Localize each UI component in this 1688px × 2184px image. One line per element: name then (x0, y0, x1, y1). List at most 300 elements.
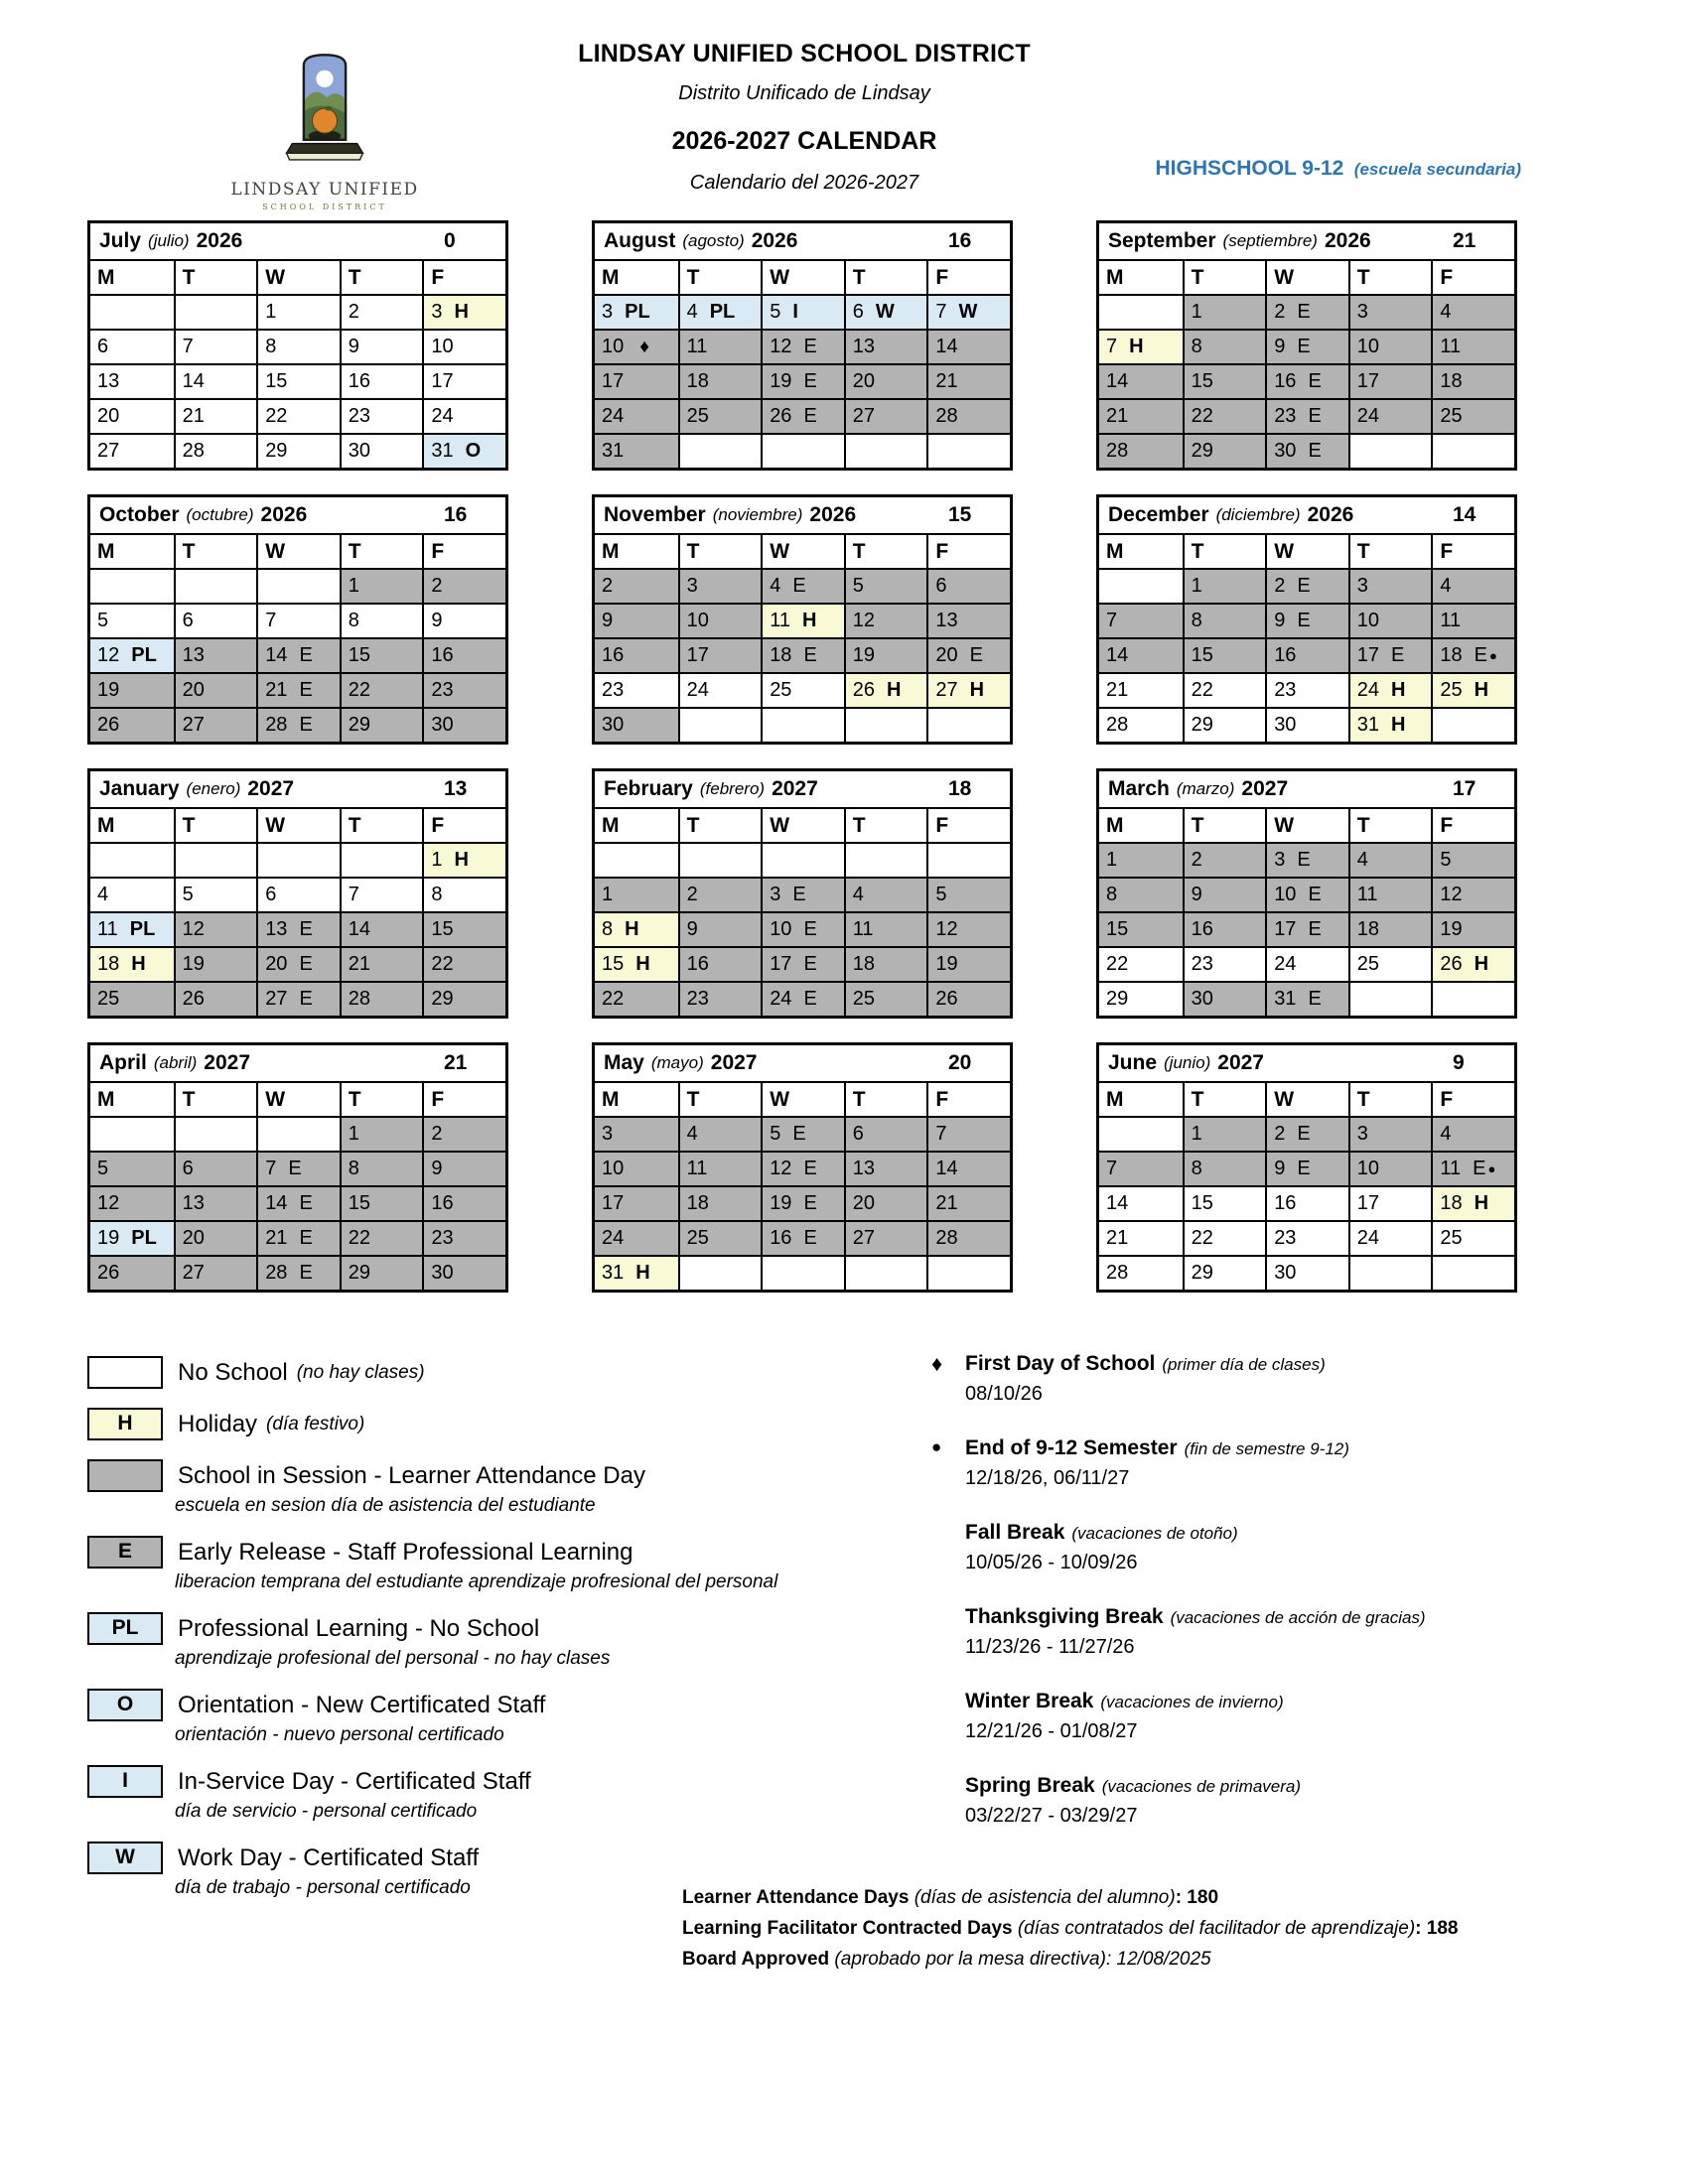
weekday-header: T (174, 535, 257, 568)
day-code-h: H (969, 679, 985, 701)
weekday-header: M (1106, 813, 1124, 837)
day-cell (422, 637, 505, 672)
day-number: 28 (1106, 1262, 1129, 1284)
day-number: 28 (265, 714, 288, 736)
key-date-dates: 12/18/26, 06/11/27 (965, 1467, 1130, 1489)
month-year: 2027 (247, 777, 295, 800)
day-cell (1183, 877, 1266, 911)
day-number: 27 (852, 1227, 876, 1249)
day-code-e: E (792, 884, 806, 905)
day-cell (422, 707, 505, 742)
day-cell (1183, 398, 1266, 433)
weekday-header: T (174, 809, 257, 842)
day-cell (844, 911, 927, 946)
day-cell (1183, 842, 1266, 877)
day-number: 26 (935, 988, 958, 1010)
weekday-header: F (1431, 261, 1514, 294)
day-cell (678, 1220, 762, 1255)
weekday-header: F (1431, 535, 1514, 568)
day-cell (340, 433, 423, 468)
legend-sub-es: día de servicio - personal certificado (175, 1801, 478, 1822)
weekday-header: M (602, 539, 620, 563)
day-cell (422, 329, 505, 363)
legend-swatch: H (87, 1408, 163, 1440)
day-number: 14 (1106, 1192, 1129, 1214)
day-code-e: E (1308, 440, 1322, 462)
day-number: 31 (1356, 714, 1380, 736)
day-number: 16 (1191, 918, 1213, 940)
day-number: 25 (686, 405, 709, 427)
weekday-header: T (340, 261, 423, 294)
day-cell (90, 842, 174, 877)
day-number: 28 (265, 1262, 288, 1284)
day-code-e: E (803, 953, 817, 975)
day-code-h: H (635, 953, 650, 975)
legend (87, 1356, 862, 1918)
day-code-o: O (465, 440, 482, 462)
legend-label: No School (178, 1358, 288, 1386)
legend-label: In-Service Day - Certificated Staff (178, 1767, 531, 1795)
day-number: 4 (686, 1123, 698, 1145)
weekday-header: F (422, 809, 505, 842)
day-cell (761, 946, 844, 981)
day-cell (1265, 568, 1348, 603)
day-cell (340, 329, 423, 363)
page-header (417, 40, 1192, 195)
weekday-header: W (256, 261, 340, 294)
day-number: 2 (1274, 575, 1286, 597)
day-number: 18 (686, 370, 709, 392)
key-date-title-row (965, 1352, 1521, 1376)
day-cell (678, 398, 762, 433)
legend-sub-es: escuela en sesion día de asistencia del estudiante (175, 1495, 596, 1516)
day-number: 23 (1191, 953, 1213, 975)
key-date-title: End of 9-12 Semester (965, 1436, 1178, 1459)
legend-item-row (87, 1356, 862, 1389)
day-cell (1183, 603, 1266, 637)
day-number: 15 (431, 918, 454, 940)
key-date-title-es: (vacaciones de primavera) (1101, 1777, 1302, 1796)
day-number: 31 (431, 440, 454, 462)
day-number: 26 (182, 988, 205, 1010)
legend-sub-es: orientación - nuevo personal certificado (175, 1724, 504, 1745)
day-cell (1265, 911, 1348, 946)
day-cell (678, 981, 762, 1016)
day-number: 1 (1191, 575, 1202, 597)
day-cell (422, 433, 505, 468)
day-number: 10 (1356, 610, 1380, 631)
weekday-header: T (1183, 261, 1266, 294)
day-cell (844, 329, 927, 363)
legend-item-row (87, 1536, 862, 1569)
month-january (87, 768, 508, 1019)
month-september (1096, 220, 1517, 471)
day-cell (1265, 1255, 1348, 1290)
day-cell (174, 637, 257, 672)
day-number: 17 (1356, 644, 1380, 666)
weekday-header: M (602, 813, 620, 837)
weekday-header: W (256, 1083, 340, 1116)
day-cell (595, 707, 678, 742)
day-code-e: E (1297, 610, 1311, 631)
day-number: 22 (431, 953, 454, 975)
day-number: 10 (431, 336, 454, 357)
day-number: 22 (348, 1227, 371, 1249)
day-cell (761, 603, 844, 637)
weekday-header: M (97, 265, 115, 289)
month-day-count: 21 (1453, 229, 1477, 252)
day-number: 14 (935, 1158, 958, 1179)
day-number: 3 (602, 301, 614, 323)
day-cell (844, 398, 927, 433)
day-cell (678, 637, 762, 672)
day-cell (1183, 637, 1266, 672)
day-cell (678, 842, 762, 877)
weekday-header: M (1106, 539, 1124, 563)
day-number: 26 (1440, 953, 1463, 975)
day-cell (1099, 398, 1183, 433)
day-number: 31 (1274, 988, 1297, 1010)
day-cell (1265, 603, 1348, 637)
day-cell (422, 568, 505, 603)
key-date-title: Thanksgiving Break (965, 1605, 1164, 1628)
footer-value: : 180 (1175, 1887, 1219, 1908)
day-number: 23 (1274, 679, 1297, 701)
day-number: 8 (348, 1158, 359, 1179)
day-cell (844, 1116, 927, 1151)
day-number: 28 (1106, 714, 1129, 736)
day-number: 17 (1274, 918, 1297, 940)
day-number: 30 (431, 1262, 454, 1284)
day-cell (1348, 1255, 1432, 1290)
day-number: 1 (1106, 849, 1118, 871)
day-number: 23 (1274, 405, 1297, 427)
day-cell (678, 329, 762, 363)
day-cell (1265, 294, 1348, 329)
month-name: December (1108, 503, 1209, 526)
day-cell (1431, 637, 1514, 672)
legend-item-row (87, 1842, 862, 1874)
day-code-e: E (803, 1158, 817, 1179)
day-cell (256, 842, 340, 877)
day-cell (340, 1116, 423, 1151)
day-cell (1099, 842, 1183, 877)
day-number: 24 (1356, 1227, 1380, 1249)
day-cell (422, 842, 505, 877)
day-cell (1183, 707, 1266, 742)
day-number: 1 (602, 884, 614, 905)
weekday-header: W (1265, 809, 1348, 842)
day-number: 1 (348, 1123, 359, 1145)
day-number: 17 (1356, 370, 1380, 392)
day-number: 12 (97, 644, 120, 666)
key-date-item (931, 1436, 1521, 1490)
day-number: 30 (1191, 988, 1213, 1010)
legend-label: School in Session - Learner Attendance Day (178, 1461, 645, 1489)
day-code-e: E (803, 336, 817, 357)
day-number: 9 (431, 1158, 443, 1179)
day-code-h: H (1129, 336, 1144, 357)
day-cell (340, 946, 423, 981)
month-title (1099, 223, 1514, 261)
day-cell (844, 568, 927, 603)
day-cell (1348, 707, 1432, 742)
day-cell (1099, 637, 1183, 672)
day-cell (761, 363, 844, 398)
weekday-header: W (761, 535, 844, 568)
day-cell (256, 911, 340, 946)
month-october (87, 494, 508, 745)
day-cell (422, 1151, 505, 1185)
day-number: 3 (1356, 575, 1368, 597)
day-number: 21 (935, 1192, 958, 1214)
day-number: 4 (1356, 849, 1368, 871)
day-cell (761, 637, 844, 672)
day-cell (422, 1185, 505, 1220)
day-code-e: E (1297, 575, 1311, 597)
day-cell (1099, 433, 1183, 468)
day-cell (90, 981, 174, 1016)
weekday-header: T (678, 809, 762, 842)
day-cell (761, 1185, 844, 1220)
month-march (1096, 768, 1517, 1019)
day-code-e: E (299, 714, 313, 736)
day-number: 26 (97, 1262, 120, 1284)
day-cell (174, 672, 257, 707)
day-cell (1265, 1220, 1348, 1255)
month-day-grid (90, 809, 505, 1016)
day-number: 8 (265, 336, 277, 357)
day-cell (1348, 637, 1432, 672)
day-number: 14 (265, 1192, 288, 1214)
day-cell (1265, 1151, 1348, 1185)
weekday-header: W (761, 809, 844, 842)
day-number: 13 (852, 336, 876, 357)
day-cell (174, 981, 257, 1016)
day-cell (1431, 433, 1514, 468)
key-dates (931, 1351, 1521, 1858)
month-name-es: (junio) (1164, 1053, 1211, 1072)
day-number: 1 (348, 575, 359, 597)
day-number: 13 (935, 610, 958, 631)
day-number: 30 (1274, 1262, 1297, 1284)
key-date-title-row (965, 1774, 1521, 1798)
day-number: 24 (602, 405, 625, 427)
legend-item-row (87, 1459, 862, 1492)
day-number: 2 (1191, 849, 1202, 871)
weekday-header: T (678, 1083, 762, 1116)
day-cell (1099, 1255, 1183, 1290)
month-day-count: 9 (1453, 1051, 1465, 1074)
day-cell (844, 637, 927, 672)
day-number: 11 (686, 1158, 708, 1179)
weekday-header: T (678, 261, 762, 294)
district-title: LINDSAY UNIFIED SCHOOL DISTRICT (578, 40, 1031, 68)
day-number: 27 (935, 679, 958, 701)
key-date-title-es: (primer día de clases) (1162, 1355, 1326, 1374)
month-year: 2027 (772, 777, 818, 800)
months-grid (87, 220, 1517, 1293)
key-date-item (965, 1605, 1521, 1659)
day-number: 31 (602, 1262, 625, 1284)
day-number: 9 (1274, 336, 1286, 357)
day-cell (595, 1116, 678, 1151)
day-number: 8 (348, 610, 359, 631)
day-cell (422, 877, 505, 911)
key-date-title: First Day of School (965, 1352, 1156, 1375)
day-cell (844, 433, 927, 468)
day-cell (90, 1151, 174, 1185)
day-number: 23 (602, 679, 625, 701)
district-logo (230, 52, 419, 211)
day-cell (256, 329, 340, 363)
day-cell (1431, 294, 1514, 329)
day-cell (926, 1220, 1010, 1255)
day-cell (1099, 1151, 1183, 1185)
month-name-es: (julio) (148, 231, 190, 250)
weekday-header: M (602, 1087, 620, 1111)
day-cell (340, 981, 423, 1016)
day-cell (595, 1185, 678, 1220)
month-day-count: 21 (444, 1051, 468, 1074)
day-number: 7 (182, 336, 194, 357)
day-code-e: E (1297, 301, 1311, 323)
day-number: 2 (431, 575, 443, 597)
day-cell (1099, 568, 1183, 603)
legend-item (87, 1765, 862, 1823)
day-number: 5 (770, 1123, 781, 1145)
day-number: 16 (1274, 370, 1297, 392)
day-cell (174, 1116, 257, 1151)
month-name: April (99, 1051, 147, 1074)
day-number: 26 (770, 405, 792, 427)
month-april (87, 1042, 508, 1293)
day-number: 21 (348, 953, 371, 975)
day-cell (1265, 877, 1348, 911)
day-number: 27 (182, 1262, 205, 1284)
key-date-title-row (965, 1605, 1521, 1629)
day-number: 9 (1274, 1158, 1286, 1179)
weekday-header: T (1348, 1083, 1432, 1116)
day-number: 4 (1440, 301, 1452, 323)
day-cell (595, 842, 678, 877)
day-code-e: E (299, 1227, 313, 1249)
day-number: 20 (182, 1227, 205, 1249)
day-number: 11 (686, 336, 708, 357)
day-code-e: E (1297, 849, 1311, 871)
legend-label: Holiday (178, 1410, 258, 1437)
day-number: 14 (935, 336, 958, 357)
month-title (90, 1045, 505, 1083)
day-cell (761, 707, 844, 742)
day-cell (761, 672, 844, 707)
day-number: 15 (348, 1192, 371, 1214)
program-name: HIGHSCHOOL 9-12 (1155, 157, 1344, 180)
day-code-e: E (803, 918, 817, 940)
day-code-h: H (887, 679, 902, 701)
month-year: 2026 (1307, 503, 1354, 526)
key-date-item (965, 1774, 1521, 1828)
day-cell (678, 294, 762, 329)
day-cell (256, 398, 340, 433)
month-title (595, 771, 1010, 809)
month-title (595, 223, 1010, 261)
key-date-dates: 12/21/26 - 01/08/27 (965, 1720, 1138, 1742)
day-number: 14 (1106, 644, 1129, 666)
day-number: 5 (1440, 849, 1452, 871)
day-cell (1431, 1185, 1514, 1220)
day-cell (678, 603, 762, 637)
semester-end-dot-icon: ● (1487, 1161, 1496, 1176)
day-number: 24 (686, 679, 709, 701)
legend-sub-es: día de trabajo - personal certificado (175, 1877, 471, 1898)
day-cell (1431, 981, 1514, 1016)
weekday-header: T (1183, 535, 1266, 568)
day-number: 8 (1191, 336, 1202, 357)
day-code-pl: PL (131, 1227, 157, 1249)
day-cell (595, 877, 678, 911)
day-cell (422, 1220, 505, 1255)
day-code-i: I (792, 301, 798, 323)
weekday-header: M (602, 265, 620, 289)
key-date-dates: 03/22/27 - 03/29/27 (965, 1805, 1138, 1827)
day-number: 5 (770, 301, 781, 323)
footer-line (682, 1882, 1516, 1913)
day-cell (1183, 981, 1266, 1016)
day-number: 20 (935, 644, 958, 666)
day-number: 22 (1191, 1227, 1213, 1249)
legend-label: Work Day - Certificated Staff (178, 1843, 480, 1871)
day-code-h: H (454, 849, 469, 871)
day-number: 21 (265, 1227, 288, 1249)
day-number: 30 (1274, 440, 1297, 462)
day-number: 13 (265, 918, 288, 940)
day-number: 4 (852, 884, 864, 905)
weekday-header: F (926, 1083, 1010, 1116)
day-number: 24 (770, 988, 792, 1010)
day-code-e: E (288, 1158, 302, 1179)
day-cell (256, 1185, 340, 1220)
month-day-grid (595, 261, 1010, 468)
day-cell (761, 1151, 844, 1185)
day-number: 29 (348, 714, 371, 736)
day-cell (422, 1116, 505, 1151)
day-cell (1183, 1220, 1266, 1255)
day-number: 7 (1106, 1158, 1118, 1179)
day-number: 7 (265, 1158, 277, 1179)
day-code-h: H (1391, 714, 1406, 736)
day-cell (1431, 568, 1514, 603)
day-number: 11 (1440, 1158, 1462, 1179)
day-code-pl: PL (709, 301, 736, 323)
day-cell (1431, 1255, 1514, 1290)
day-cell (90, 637, 174, 672)
day-number: 6 (852, 1123, 864, 1145)
day-number: 18 (1440, 370, 1463, 392)
weekday-header: T (1183, 1083, 1266, 1116)
day-cell (1348, 603, 1432, 637)
weekday-header: M (97, 813, 115, 837)
day-cell (174, 946, 257, 981)
month-day-count: 0 (444, 229, 456, 252)
key-date-title-row (965, 1521, 1521, 1545)
weekday-header: T (844, 1083, 927, 1116)
month-year: 2026 (809, 503, 857, 526)
day-cell (174, 1185, 257, 1220)
calendar-title-es: Calendario del 2026-2027 (689, 172, 919, 194)
day-cell (422, 981, 505, 1016)
day-cell (1431, 707, 1514, 742)
